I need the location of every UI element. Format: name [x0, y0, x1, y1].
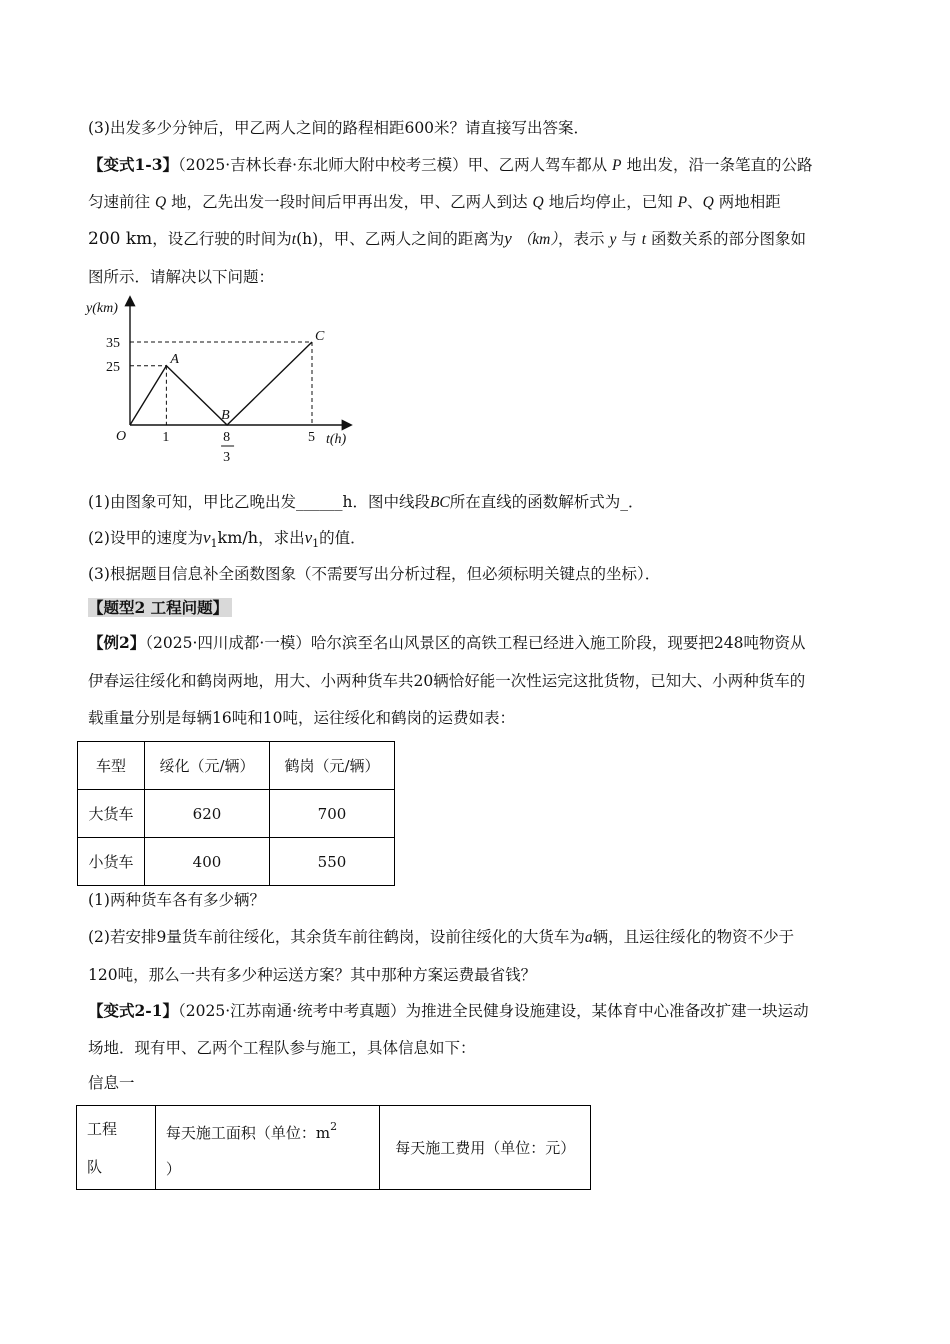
point-label-b: B	[221, 408, 230, 423]
y-axis-label: y(km)	[86, 301, 118, 316]
table-header-row: 工程 队 每天施工面积（单位：$m^2$ ） 每天施工费用（单位：元）	[77, 1106, 591, 1190]
variant-tag: 【变式2-1】	[88, 1001, 179, 1020]
variant-1-3-line-2: 匀速前往 Q 地，乙先出发一段时间后甲再出发，甲、乙两人到达 Q 地后均停止，已知 P、Q 两地相距	[88, 193, 781, 211]
point-label-c: C	[315, 329, 325, 345]
function-graph	[80, 292, 370, 467]
x-tick-frac-num: 8	[223, 430, 231, 445]
y-tick-label-35: 35	[106, 336, 120, 352]
x-tick-label-5: 5	[308, 430, 315, 445]
construction-info-table	[76, 1105, 591, 1190]
x-axis-label: t(h)	[326, 432, 347, 447]
answer-blank: ______	[295, 493, 343, 511]
q1-text: (1)由图象可知，甲比乙晚出发______h．图中线段BC所在直线的函数解析式为_．	[88, 493, 644, 511]
variant-2-1-line-2: 场地．现有甲、乙两个工程队参与施工，具体信息如下：	[88, 1039, 476, 1057]
x-tick-frac-den: 3	[223, 450, 231, 465]
origin-label: O	[116, 429, 127, 444]
question-3-text: (3)出发多少分钟后，甲乙两人之间的路程相距600米？请直接写出答案．	[88, 119, 590, 137]
table-row: 小货车 400 550	[78, 838, 395, 886]
variant-1-3-line-1: 【变式1-3】（2025·吉林长春·东北师大附中校考三模）甲、乙两人驾车都从 P 地出发，沿一条笔直的公路	[88, 155, 813, 174]
example-2-line-3: 载重量分别是每辆16吨和10吨，运往绥化和鹤岗的运费如表：	[88, 709, 515, 727]
y-tick-label-25: 25	[106, 359, 120, 375]
example-tag: 【例2】	[88, 633, 146, 652]
example-2-q1: (1)两种货车各有多少辆？	[88, 891, 265, 909]
point-label-a: A	[170, 351, 179, 367]
table-header-row: 车型 绥化（元/辆） 鹤岗（元/辆）	[78, 742, 395, 790]
answer-blank-2: _	[620, 493, 629, 511]
info-one-label: 信息一	[88, 1074, 135, 1092]
variant-1-3-line-3: 200 km，设乙行驶的时间为t(h)，甲、乙两人之间的距离为y （km），表示 y 与 t 函数关系的部分图象如	[88, 229, 807, 249]
example-2-q2-line-2: 120吨，那么一共有多少种运送方案？其中那种方案运费最省钱？	[88, 966, 537, 984]
q3-text: (3)根据题目信息补全函数图象（不需要写出分析过程，但必须标明关键点的坐标）．	[88, 565, 661, 583]
variant-source: （2025·吉林长春·东北师大附中校考三模）	[178, 156, 468, 174]
table-row: 大货车 620 700	[78, 790, 395, 838]
example-2-line-1: 【例2】（2025·四川成都·一模）哈尔滨至名山风景区的高铁工程已经进入施工阶段，现要把248吨物资从	[88, 633, 806, 652]
freight-cost-table	[77, 741, 395, 886]
variant-tag: 【变式1-3】	[88, 155, 179, 174]
example-2-q2-line-1: (2)若安排9量货车前往绥化，其余货车前往鹤岗，设前往绥化的大货车为a辆，且运往绥化的物资不少于	[88, 928, 795, 946]
q2-text: (2)设甲的速度为$v_1km/h$，求出$v_1$的值．	[88, 528, 366, 550]
x-tick-label-1: 1	[162, 430, 170, 445]
variant-1-3-line-4: 图所示．请解决以下问题：	[88, 268, 275, 286]
section-header: 【题型2 工程问题】	[88, 598, 232, 618]
variant-2-1-line-1: 【变式2-1】（2025·江苏南通·统考中考真题）为推进全民健身设施建设，某体育中心准备改扩建一块运动	[88, 1001, 809, 1020]
example-2-line-2: 伊春运往绥化和鹤岗两地，用大、小两种货车共20辆恰好能一次性运完这批货物，已知大、小两种货车的	[88, 672, 806, 690]
